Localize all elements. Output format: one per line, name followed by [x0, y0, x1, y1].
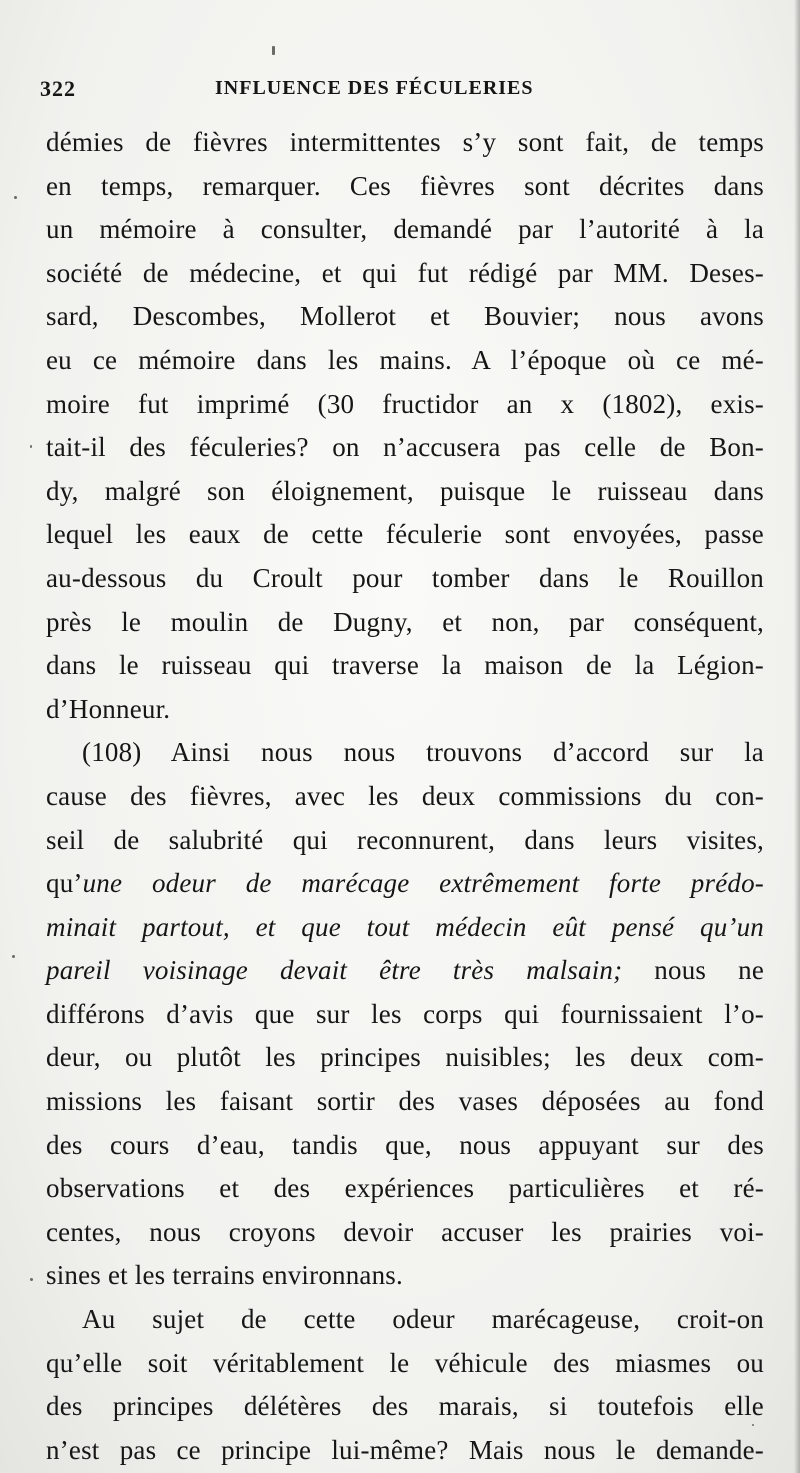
paragraph-108-first-line: (108) Ainsi nous nous trouvons d’accord sur la — [82, 737, 764, 768]
text-line: société de médecine, et qui fut rédigé par MM. Deses- — [46, 257, 764, 288]
roman-text: qu’ — [46, 868, 83, 899]
text-line-mixed — [46, 862, 764, 906]
text-line: des principes délétères des marais, si toutefois elle — [46, 1391, 764, 1422]
text-line: sines et les terrains environnans. — [46, 1260, 403, 1291]
page-number: 322 — [40, 76, 76, 101]
page-edge-shadow — [794, 0, 800, 1473]
text-line-mixed — [46, 949, 764, 993]
text-line: seil de salubrité qui reconnurent, dans leurs visites, — [46, 824, 764, 855]
text-line: tait-il des féculeries? on n’accusera pas celle de Bon- — [46, 432, 764, 463]
page-header — [40, 76, 760, 112]
text-line: un mémoire à consulter, demandé par l’autorité à la — [46, 214, 764, 245]
text-line: des cours d’eau, tandis que, nous appuyant sur des — [46, 1129, 764, 1160]
italic-quote: pareil voisinage devait être très malsain; — [46, 955, 623, 986]
text-line: missions les faisant sortir des vases déposées au fond — [46, 1086, 764, 1117]
text-line: observations et des expériences particulières et ré- — [46, 1173, 764, 1204]
text-line: eu ce mémoire dans les mains. A l’époque où ce mé- — [46, 344, 764, 375]
text-line: cause des fièvres, avec les deux commissions du con- — [46, 780, 764, 811]
text-line: au-dessous du Croult pour tomber dans le Rouillon — [46, 562, 764, 593]
text-line: différons d’avis que sur les corps qui fournissaient l’o- — [46, 998, 764, 1029]
body-text — [46, 121, 764, 1472]
italic-quote: une odeur de marécage extrêmement forte prédo- — [82, 868, 764, 899]
text-line: sard, Descombes, Mollerot et Bouvier; nous avons — [46, 301, 764, 332]
text-line: démies de fièvres intermittentes s’y sont fait, de temps — [46, 127, 764, 157]
text-line: d’Honneur. — [46, 693, 171, 724]
text-line: lequel les eaux de cette féculerie sont envoyées, passe — [46, 519, 764, 550]
text-line: deur, ou plutôt les principes nuisibles; les deux com- — [46, 1042, 764, 1073]
text-line: près le moulin de Dugny, et non, par conséquent, — [46, 606, 764, 637]
text-line: centes, nous croyons devoir accuser les prairies voi- — [46, 1216, 764, 1247]
text-line: en temps, remarquer. Ces fièvres sont décrites dans — [46, 170, 764, 201]
text-line: dy, malgré son éloignement, puisque le ruisseau dans — [46, 475, 764, 506]
italic-quote: minait partout, et que tout médecin eût pensé qu’un — [46, 911, 764, 942]
text-line: moire fut imprimé (30 fructidor an x (1802), exis- — [46, 388, 764, 419]
text-line: dans le ruisseau qui traverse la maison de la Légion- — [46, 650, 764, 681]
running-title: INFLUENCE DES FÉCULERIES — [215, 77, 534, 99]
roman-text: nous ne — [622, 955, 764, 986]
text-line-italic — [46, 906, 764, 950]
text-line: n’est pas ce principe lui-même? Mais nous le demande- — [46, 1434, 764, 1465]
paragraph-first-line: Au sujet de cette odeur marécageuse, croit-on — [82, 1304, 764, 1335]
text-line: qu’elle soit véritablement le véhicule des miasmes ou — [46, 1347, 764, 1378]
